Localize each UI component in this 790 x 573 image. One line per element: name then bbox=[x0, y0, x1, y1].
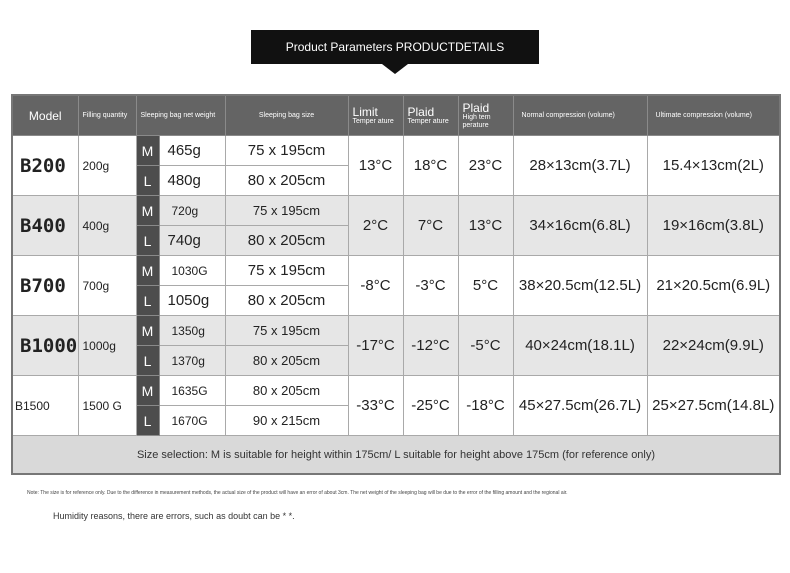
header-plaid-high-sub: High tem perature bbox=[462, 113, 491, 129]
size-tag-m: M bbox=[136, 376, 159, 406]
header-plaid-high-temperature bbox=[458, 95, 513, 136]
size-selection-text: Size selection: M is suitable for height within 175cm/ L suitable for height above 175cm (for reference only) bbox=[12, 436, 780, 475]
table-row bbox=[12, 376, 780, 406]
measurement-note: Note: The size is for reference only. Due to the difference in measurement methods, the actual size of the product will have an error of about 3cm. The net weight of the sleeping bag will be due to the error of the filling amount and the regional air. bbox=[27, 490, 568, 496]
bag-size-cell: 75 x 195cm bbox=[225, 316, 348, 346]
filling-cell: 1000g bbox=[78, 316, 136, 376]
model-cell: B1500 bbox=[12, 376, 78, 436]
high-temp-cell: 5°C bbox=[458, 256, 513, 316]
weight-cell: 1050g bbox=[159, 286, 225, 316]
model-cell: B200 bbox=[12, 136, 78, 196]
size-tag-m: M bbox=[136, 256, 159, 286]
table-row bbox=[12, 196, 780, 226]
bag-size-cell: 80 x 205cm bbox=[225, 346, 348, 376]
header-normal-compression: Normal compression (volume) bbox=[513, 95, 647, 136]
model-cell: B400 bbox=[12, 196, 78, 256]
size-tag-l: L bbox=[136, 166, 159, 196]
limit-temp-cell: -17°C bbox=[348, 316, 403, 376]
plaid-temp-cell: -12°C bbox=[403, 316, 458, 376]
weight-cell: 720g bbox=[159, 196, 225, 226]
weight-cell: 1370g bbox=[159, 346, 225, 376]
model-cell: B1000 bbox=[12, 316, 78, 376]
bag-size-cell: 75 x 195cm bbox=[225, 196, 348, 226]
header-plaid-label: Plaid bbox=[407, 104, 435, 119]
filling-cell: 200g bbox=[78, 136, 136, 196]
model-cell: B700 bbox=[12, 256, 78, 316]
size-tag-l: L bbox=[136, 226, 159, 256]
weight-cell: 465g bbox=[159, 136, 225, 166]
header-limit-label: Limit bbox=[352, 104, 378, 119]
high-temp-cell: -18°C bbox=[458, 376, 513, 436]
limit-temp-cell: 2°C bbox=[348, 196, 403, 256]
bag-size-cell: 75 x 195cm bbox=[225, 256, 348, 286]
ultimate-compression-cell: 25×27.5cm(14.8L) bbox=[647, 376, 780, 436]
size-tag-m: M bbox=[136, 196, 159, 226]
table-header-row bbox=[12, 95, 780, 136]
normal-compression-cell: 28×13cm(3.7L) bbox=[513, 136, 647, 196]
weight-cell: 1350g bbox=[159, 316, 225, 346]
header-filling-quantity: Filling quantity bbox=[78, 95, 136, 136]
size-tag-m: M bbox=[136, 136, 159, 166]
filling-cell: 400g bbox=[78, 196, 136, 256]
size-tag-l: L bbox=[136, 286, 159, 316]
bag-size-cell: 80 x 205cm bbox=[225, 226, 348, 256]
header-limit-sub: Temper ature bbox=[352, 117, 394, 125]
table-row bbox=[12, 256, 780, 286]
ultimate-compression-cell: 22×24cm(9.9L) bbox=[647, 316, 780, 376]
header-net-weight: Sleeping bag net weight bbox=[136, 95, 225, 136]
size-tag-l: L bbox=[136, 406, 159, 436]
header-plaid-sub: Temper ature bbox=[407, 117, 449, 125]
header-model: Model bbox=[12, 95, 78, 136]
high-temp-cell: 13°C bbox=[458, 196, 513, 256]
weight-cell: 480g bbox=[159, 166, 225, 196]
humidity-note: Humidity reasons, there are errors, such as doubt can be * *. bbox=[53, 511, 295, 521]
weight-cell: 740g bbox=[159, 226, 225, 256]
bag-size-cell: 90 x 215cm bbox=[225, 406, 348, 436]
normal-compression-cell: 45×27.5cm(26.7L) bbox=[513, 376, 647, 436]
weight-cell: 1670G bbox=[159, 406, 225, 436]
plaid-temp-cell: -3°C bbox=[403, 256, 458, 316]
bag-size-cell: 80 x 205cm bbox=[225, 166, 348, 196]
filling-cell: 700g bbox=[78, 256, 136, 316]
normal-compression-cell: 40×24cm(18.1L) bbox=[513, 316, 647, 376]
page-title: Product Parameters PRODUCTDETAILS bbox=[251, 30, 539, 64]
weight-cell: 1030G bbox=[159, 256, 225, 286]
weight-cell: 1635G bbox=[159, 376, 225, 406]
header-ultimate-compression: Ultimate compression (volume) bbox=[647, 95, 780, 136]
ultimate-compression-cell: 21×20.5cm(6.9L) bbox=[647, 256, 780, 316]
normal-compression-cell: 34×16cm(6.8L) bbox=[513, 196, 647, 256]
limit-temp-cell: -8°C bbox=[348, 256, 403, 316]
limit-temp-cell: -33°C bbox=[348, 376, 403, 436]
header-limit-temperature bbox=[348, 95, 403, 136]
header-bag-size: Sleeping bag size bbox=[225, 95, 348, 136]
size-tag-l: L bbox=[136, 346, 159, 376]
plaid-temp-cell: 18°C bbox=[403, 136, 458, 196]
header-plaid-high-label: Plaid bbox=[462, 100, 490, 115]
size-selection-row bbox=[12, 436, 780, 475]
ultimate-compression-cell: 15.4×13cm(2L) bbox=[647, 136, 780, 196]
table-row bbox=[12, 316, 780, 346]
title-pointer-arrow bbox=[382, 64, 408, 74]
size-tag-m: M bbox=[136, 316, 159, 346]
limit-temp-cell: 13°C bbox=[348, 136, 403, 196]
ultimate-compression-cell: 19×16cm(3.8L) bbox=[647, 196, 780, 256]
plaid-temp-cell: -25°C bbox=[403, 376, 458, 436]
high-temp-cell: 23°C bbox=[458, 136, 513, 196]
bag-size-cell: 80 x 205cm bbox=[225, 376, 348, 406]
product-parameters-table bbox=[11, 94, 781, 475]
normal-compression-cell: 38×20.5cm(12.5L) bbox=[513, 256, 647, 316]
high-temp-cell: -5°C bbox=[458, 316, 513, 376]
plaid-temp-cell: 7°C bbox=[403, 196, 458, 256]
table-row bbox=[12, 136, 780, 166]
header-plaid-temperature bbox=[403, 95, 458, 136]
filling-cell: 1500 G bbox=[78, 376, 136, 436]
bag-size-cell: 80 x 205cm bbox=[225, 286, 348, 316]
bag-size-cell: 75 x 195cm bbox=[225, 136, 348, 166]
